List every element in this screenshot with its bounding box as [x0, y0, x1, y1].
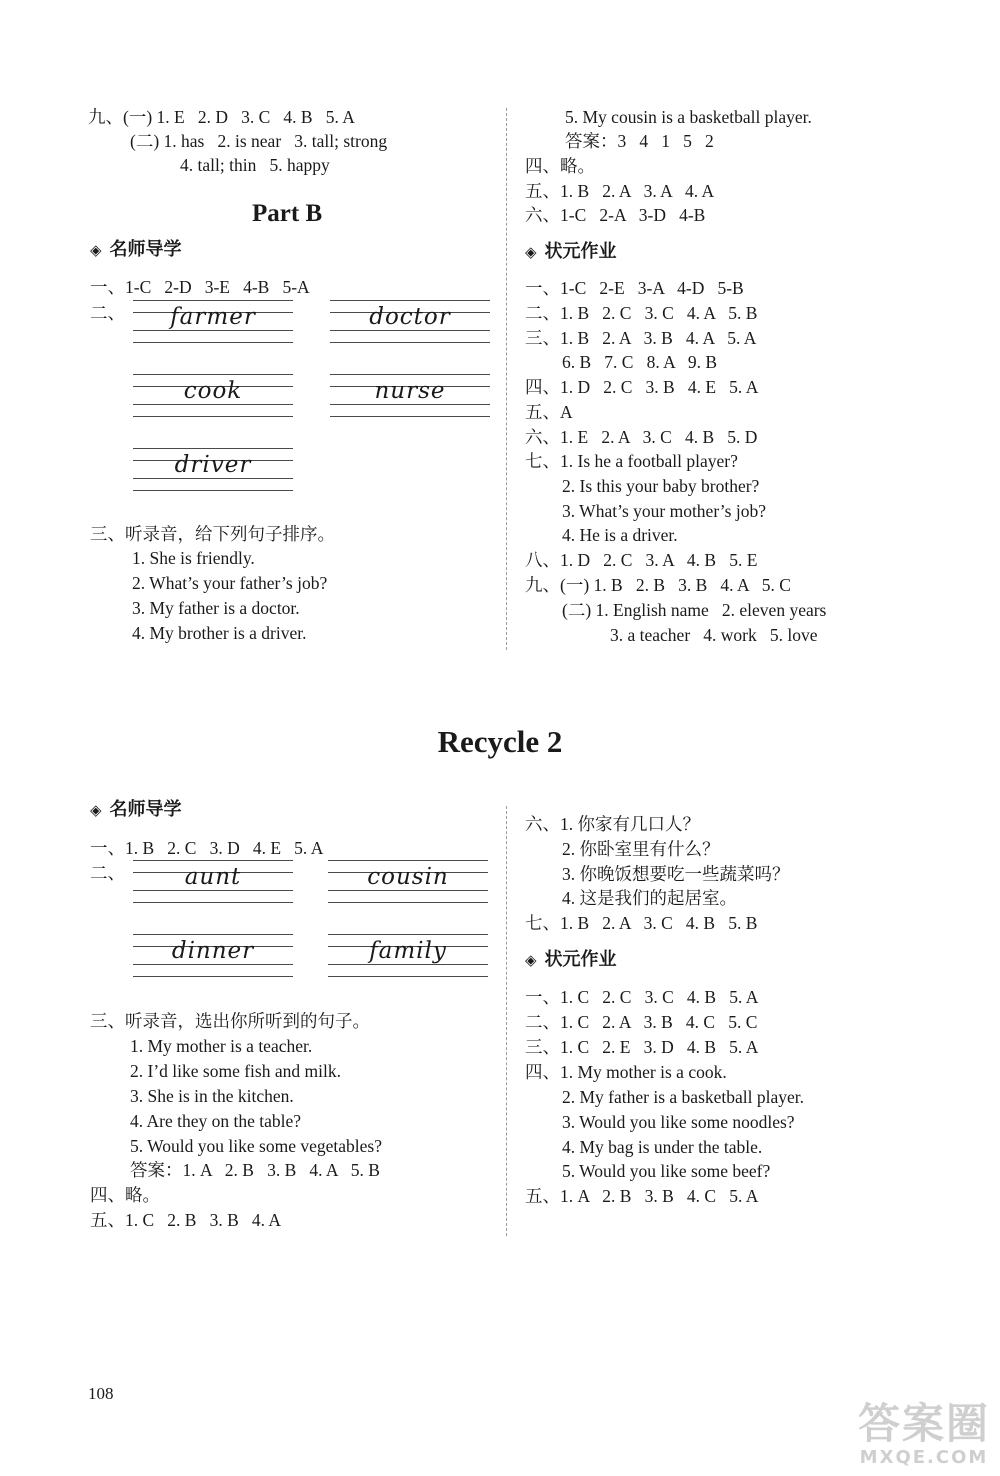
- top-guide-section: [90, 238, 182, 261]
- diamond-icon: ◈: [525, 951, 537, 969]
- top-q3-item: 2. What’s your father’s job?: [132, 573, 328, 593]
- guide-title: 名师导学: [109, 239, 182, 260]
- handwriting-doctor: [330, 300, 490, 346]
- word-cook: cook: [183, 378, 243, 404]
- word-nurse: nurse: [374, 378, 446, 404]
- top-hw-h3b: 6. B 7. C 8. A 9. B: [562, 352, 718, 372]
- word-aunt: aunt: [184, 864, 242, 890]
- bottom-hw-h5: 五、1. A 2. B 3. B 4. C 5. A: [525, 1186, 759, 1206]
- recycle-heading: Recycle 2: [437, 724, 563, 759]
- bottom-hw-section: [525, 948, 617, 971]
- top-hw-h1: 一、1-C 2-E 3-A 4-D 5-B: [525, 278, 744, 298]
- top-q9-line1: 九、(一) 1. E 2. D 3. C 4. B 5. A: [88, 107, 355, 127]
- top-q3-item: 4. My brother is a driver.: [132, 623, 307, 643]
- bottom-hw-h3: 三、1. C 2. E 3. D 4. B 5. A: [525, 1037, 759, 1057]
- handwriting-family: [328, 934, 488, 980]
- word-cousin: cousin: [367, 864, 449, 890]
- top-hw-h7c: 3. What’s your mother’s job?: [562, 501, 766, 521]
- top-hw-h7b: 2. Is this your baby brother?: [562, 476, 760, 496]
- bottom-hw-h4d: 4. My bag is under the table.: [562, 1137, 763, 1157]
- bottom-q5: 五、1. C 2. B 3. B 4. A: [90, 1210, 282, 1230]
- top-hw-h2: 二、1. B 2. C 3. C 4. A 5. B: [525, 303, 758, 323]
- top-q3-title: 三、听录音，给下列句子排序。: [90, 524, 335, 544]
- column-divider: [506, 806, 507, 1236]
- bottom-right-r7: 七、1. B 2. A 3. C 4. B 5. B: [525, 913, 758, 933]
- top-right-r5: 六、1-C 2-A 3-D 4-B: [525, 205, 706, 225]
- diamond-icon: ◈: [525, 243, 537, 261]
- handwriting-cook: [133, 374, 293, 420]
- bottom-guide-section: [90, 798, 182, 821]
- top-q2-prefix: 二、: [90, 303, 125, 323]
- handwriting-farmer: [133, 300, 293, 346]
- column-divider: [506, 108, 507, 650]
- diamond-icon: ◈: [90, 801, 102, 819]
- bottom-hw-h1: 一、1. C 2. C 3. C 4. B 5. A: [525, 987, 759, 1007]
- bottom-hw-h4e: 5. Would you like some beef?: [562, 1161, 771, 1181]
- handwriting-driver: [133, 448, 293, 494]
- bottom-q3-item: 4. Are they on the table?: [130, 1111, 302, 1131]
- diamond-icon: ◈: [90, 241, 102, 259]
- top-hw-h6: 六、1. E 2. A 3. C 4. B 5. D: [525, 427, 758, 447]
- watermark-url: MXQE.COM: [859, 1447, 989, 1468]
- top-hw-h7d: 4. He is a driver.: [562, 525, 678, 545]
- top-right-r2: 答案：3 4 1 5 2: [565, 131, 714, 151]
- bottom-q3-item: 2. I’d like some fish and milk.: [130, 1061, 341, 1081]
- top-q9-line3: 4. tall; thin 5. happy: [180, 155, 330, 175]
- top-hw-h8: 八、1. D 2. C 3. A 4. B 5. E: [525, 550, 758, 570]
- word-driver: driver: [174, 452, 252, 478]
- word-doctor: doctor: [369, 304, 451, 330]
- top-right-r4: 五、1. B 2. A 3. A 4. A: [525, 181, 715, 201]
- hw-title: 状元作业: [544, 949, 617, 970]
- top-right-r3: 四、略。: [525, 156, 595, 176]
- top-hw-h9c: 3. a teacher 4. work 5. love: [610, 625, 818, 645]
- bottom-hw-h4b: 2. My father is a basketball player.: [562, 1087, 805, 1107]
- bottom-right-r6b: 2. 你卧室里有什么？: [562, 839, 720, 859]
- top-hw-h4: 四、1. D 2. C 3. B 4. E 5. A: [525, 377, 759, 397]
- top-q3-item: 1. She is friendly.: [132, 548, 255, 568]
- watermark-logo: 答案圈: [857, 1399, 990, 1448]
- bottom-answer: 答案：1. A 2. B 3. B 4. A 5. B: [130, 1160, 380, 1180]
- word-dinner: dinner: [171, 938, 255, 964]
- bottom-q3-item: 1. My mother is a teacher.: [130, 1036, 313, 1056]
- word-family: family: [369, 938, 447, 964]
- bottom-hw-h4c: 3. Would you like some noodles?: [562, 1112, 795, 1132]
- bottom-q4: 四、略。: [90, 1185, 160, 1205]
- top-q3-item: 3. My father is a doctor.: [132, 598, 300, 618]
- bottom-q3-item: 3. She is in the kitchen.: [130, 1086, 294, 1106]
- top-hw-section: [525, 240, 617, 263]
- top-hw-h3: 三、1. B 2. A 3. B 4. A 5. A: [525, 328, 757, 348]
- handwriting-cousin: [328, 860, 488, 906]
- word-farmer: farmer: [170, 304, 256, 330]
- bottom-q3-title: 三、听录音，选出你所听到的句子。: [90, 1011, 370, 1031]
- handwriting-dinner: [133, 934, 293, 980]
- bottom-hw-h2: 二、1. C 2. A 3. B 4. C 5. C: [525, 1012, 758, 1032]
- top-q1: 一、1-C 2-D 3-E 4-B 5-A: [90, 277, 310, 297]
- bottom-right-r6: 六、1. 你家有几口人？: [525, 814, 700, 834]
- page-number: 108: [88, 1384, 114, 1403]
- handwriting-aunt: [133, 860, 293, 906]
- guide-title: 名师导学: [109, 799, 182, 820]
- part-b-heading: Part B: [252, 200, 323, 227]
- top-q9-line2: (二) 1. has 2. is near 3. tall; strong: [130, 131, 388, 151]
- top-hw-h7: 七、1. Is he a football player?: [525, 451, 738, 471]
- bottom-q2-prefix: 二、: [90, 863, 125, 883]
- watermark: [858, 1401, 990, 1468]
- top-hw-h9b: (二) 1. English name 2. eleven years: [562, 600, 827, 620]
- handwriting-nurse: [330, 374, 490, 420]
- bottom-q3-item: 5. Would you like some vegetables?: [130, 1136, 382, 1156]
- bottom-right-r6c: 3. 你晚饭想要吃一些蔬菜吗？: [562, 864, 790, 884]
- bottom-q1: 一、1. B 2. C 3. D 4. E 5. A: [90, 838, 324, 858]
- hw-title: 状元作业: [544, 241, 617, 262]
- top-hw-h9: 九、(一) 1. B 2. B 3. B 4. A 5. C: [525, 575, 791, 595]
- bottom-hw-h4: 四、1. My mother is a cook.: [525, 1062, 727, 1082]
- top-right-r1: 5. My cousin is a basketball player.: [565, 107, 812, 127]
- top-hw-h5: 五、A: [525, 402, 573, 422]
- bottom-right-r6d: 4. 这是我们的起居室。: [562, 888, 737, 908]
